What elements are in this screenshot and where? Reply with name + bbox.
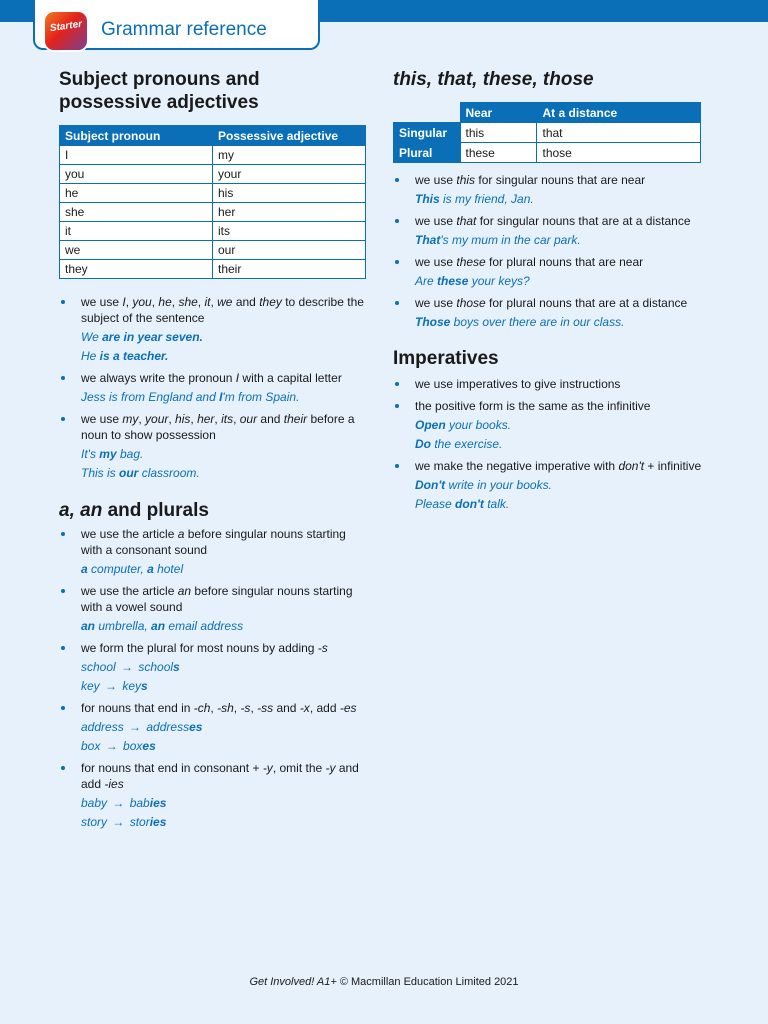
grammar-term: -s — [317, 641, 328, 655]
subject-pronoun-cell: he — [60, 184, 213, 203]
table-row — [60, 203, 366, 222]
rule-text: we use this for singular nouns that are near — [415, 173, 646, 187]
rule-text: the positive form is the same as the infinitive — [415, 399, 651, 413]
distance-cell: those — [537, 143, 701, 163]
example-keyword: a — [81, 562, 88, 576]
grammar-term: -sh — [217, 701, 234, 715]
rule-item — [59, 370, 369, 405]
plural-example: story → stories — [81, 815, 167, 829]
example-keyword: That — [415, 233, 441, 247]
grammar-term: those — [456, 296, 486, 310]
pronoun-table — [59, 125, 366, 279]
arrow-icon: → — [109, 796, 128, 810]
rule-item — [59, 640, 369, 694]
rule-text: we use these for plural nouns that are near — [415, 255, 644, 269]
grammar-term: -y — [262, 761, 273, 775]
arrow-icon: → — [109, 815, 128, 829]
subject-pronoun-cell: they — [60, 260, 213, 279]
rule-item — [393, 398, 713, 452]
table-header-row — [394, 103, 701, 123]
possessive-adjective-cell: their — [213, 260, 366, 279]
rule-text: we use the article a before singular nouns starting with a consonant sound — [81, 527, 346, 557]
arrow-icon: → — [102, 739, 122, 753]
rule-item — [59, 411, 369, 481]
plural-ending: es — [142, 739, 156, 753]
rule-text: we use my, your, his, her, its, our and their before a noun to show possession — [81, 412, 355, 442]
grammar-term: their — [283, 412, 308, 426]
table-row — [60, 184, 366, 203]
row-header: Plural — [394, 143, 461, 163]
rule-item — [59, 294, 369, 364]
grammar-term: a — [177, 527, 185, 541]
table-row — [60, 241, 366, 260]
grammar-term: -s — [240, 701, 251, 715]
articles-heading — [59, 499, 209, 522]
grammar-term: it — [204, 295, 211, 309]
article-rules — [59, 526, 369, 836]
plural-ending: es — [189, 720, 203, 734]
example-keyword: an — [151, 619, 166, 633]
demonstratives-table — [393, 102, 701, 163]
subject-pronoun-cell: it — [60, 222, 213, 241]
footer — [0, 976, 768, 988]
page-title: Grammar reference — [101, 19, 267, 40]
pronouns-heading: Subject pronouns and possessive adjectives — [59, 69, 260, 113]
grammar-term: its — [221, 412, 234, 426]
arrow-icon: → — [101, 679, 121, 693]
plural-example: address → addresses — [81, 720, 203, 734]
table-row — [60, 146, 366, 165]
possessive-adjective-cell: my — [213, 146, 366, 165]
example-sentence: an umbrella, an email address — [81, 619, 244, 633]
example-keyword: my — [99, 447, 117, 461]
grammar-term: that — [456, 214, 477, 228]
rule-text: for nouns that end in consonant + -y, omit the -y and add -ies — [81, 761, 359, 791]
rule-item — [59, 583, 369, 634]
grammar-term: I — [235, 371, 240, 385]
imperatives-heading: Imperatives — [393, 348, 499, 369]
grammar-term: you — [132, 295, 152, 309]
rule-text: we use imperatives to give instructions — [415, 377, 621, 391]
distance-cell: that — [537, 123, 701, 143]
grammar-term: -ch — [193, 701, 211, 715]
plural-example: key → keys — [81, 679, 148, 693]
row-header: Singular — [394, 123, 461, 143]
example-keyword: Those — [415, 315, 451, 329]
column-header: At a distance — [537, 103, 701, 123]
grammar-term: an — [177, 584, 192, 598]
rule-text: we use those for plural nouns that are at a distance — [415, 296, 688, 310]
plural-example: school → schools — [81, 660, 180, 674]
plural-ending: s — [173, 660, 180, 674]
grammar-term: our — [239, 412, 258, 426]
grammar-term: I — [122, 295, 126, 309]
example-keyword: This — [415, 192, 440, 206]
example-keyword: our — [119, 466, 139, 480]
grammar-term: -y — [325, 761, 336, 775]
demonstratives-rules — [393, 172, 723, 336]
example-sentence: Jess is from England and I'm from Spain. — [81, 390, 300, 404]
grammar-term: her — [197, 412, 215, 426]
possessive-adjective-cell: his — [213, 184, 366, 203]
rule-item — [393, 458, 713, 512]
example-keyword: Do — [415, 437, 431, 451]
example-sentence: Don't write in your books. — [415, 478, 552, 492]
plural-example: box → boxes — [81, 739, 156, 753]
rule-text: we always write the pronoun I with a capital letter — [81, 371, 342, 385]
rule-item — [393, 295, 723, 330]
subject-pronoun-cell: I — [60, 146, 213, 165]
grammar-term: don't — [618, 459, 645, 473]
plural-ending: ies — [149, 796, 167, 810]
example-keyword: don't — [455, 497, 484, 511]
rule-item — [393, 254, 723, 289]
subject-pronoun-cell: she — [60, 203, 213, 222]
plural-example: baby → babies — [81, 796, 167, 810]
arrow-icon: → — [117, 660, 137, 674]
example-sentence: This is our classroom. — [81, 466, 200, 480]
table-row — [394, 143, 701, 163]
table-row — [394, 123, 701, 143]
grammar-term: -es — [339, 701, 357, 715]
possessive-adjective-cell: your — [213, 165, 366, 184]
grammar-term: they — [259, 295, 282, 309]
subject-pronoun-cell: we — [60, 241, 213, 260]
subject-pronoun-cell: you — [60, 165, 213, 184]
example-keyword: Open — [415, 418, 446, 432]
rule-item — [59, 526, 369, 577]
footer-copyright: © Macmillan Education Limited 2021 — [336, 976, 519, 988]
rule-item — [59, 700, 369, 754]
rule-item — [393, 213, 723, 248]
possessive-adjective-cell: its — [213, 222, 366, 241]
table-row — [60, 222, 366, 241]
example-keyword: is a teacher. — [96, 349, 169, 363]
example-sentence: We are in year seven. — [81, 330, 203, 344]
logo-text: Starter — [49, 18, 83, 35]
imperatives-rules — [393, 376, 713, 518]
grammar-term: -ies — [104, 777, 124, 791]
column-header: Subject pronoun — [60, 126, 213, 146]
grammar-term: these — [456, 255, 486, 269]
rule-text: we use that for singular nouns that are at a distance — [415, 214, 691, 228]
rule-text: we make the negative imperative with don't + infinitive — [415, 459, 702, 473]
grammar-term: he — [158, 295, 172, 309]
example-keyword: an — [81, 619, 96, 633]
example-sentence: Open your books. — [415, 418, 512, 432]
example-keyword: I — [219, 390, 223, 404]
grammar-term: -ss — [257, 701, 274, 715]
near-cell: these — [460, 143, 537, 163]
grammar-term: she — [178, 295, 198, 309]
example-sentence: Please don't talk. — [415, 497, 510, 511]
starter-logo — [45, 12, 87, 50]
column-header: Possessive adjective — [213, 126, 366, 146]
articles-heading-rest: and plurals — [102, 500, 209, 521]
rule-item — [393, 172, 723, 207]
rule-text: we use I, you, he, she, it, we and they to describe the subject of the sentence — [81, 295, 364, 325]
grammar-term: my — [122, 412, 139, 426]
articles-heading-italic: a, an — [59, 500, 103, 521]
rule-item — [59, 760, 369, 830]
possessive-adjective-cell: our — [213, 241, 366, 260]
grammar-term: this — [456, 173, 476, 187]
example-keyword: a — [147, 562, 154, 576]
corner-cell — [394, 103, 461, 123]
rule-text: we form the plural for most nouns by adding -s — [81, 641, 328, 655]
example-sentence: a computer, a hotel — [81, 562, 184, 576]
example-keyword: Don't — [415, 478, 446, 492]
plural-ending: ies — [149, 815, 167, 829]
table-header-row — [60, 126, 366, 146]
example-sentence: Do the exercise. — [415, 437, 503, 451]
grammar-term: -x — [299, 701, 310, 715]
rule-item — [393, 376, 713, 392]
grammar-term: his — [175, 412, 191, 426]
example-sentence: It's my bag. — [81, 447, 144, 461]
rule-text: we use the article an before singular nouns starting with a vowel sound — [81, 584, 353, 614]
footer-book-title: Get Involved! A1+ — [249, 976, 337, 988]
near-cell: this — [460, 123, 537, 143]
plural-ending: s — [141, 679, 148, 693]
table-row — [60, 165, 366, 184]
grammar-term: we — [217, 295, 233, 309]
table-row — [60, 260, 366, 279]
rule-text: for nouns that end in -ch, -sh, -s, -ss and -x, add -es — [81, 701, 357, 715]
column-header: Near — [460, 103, 537, 123]
example-sentence: Those boys over there are in our class. — [415, 315, 625, 329]
possessive-adjective-cell: her — [213, 203, 366, 222]
demonstratives-heading: this, that, these, those — [393, 69, 594, 90]
example-sentence: Are these your keys? — [415, 274, 530, 288]
arrow-icon: → — [125, 720, 145, 734]
example-keyword: these — [437, 274, 469, 288]
example-sentence: This is my friend, Jan. — [415, 192, 534, 206]
pronoun-rules — [59, 294, 369, 487]
example-keyword: are in year seven. — [98, 330, 203, 344]
example-sentence: That's my mum in the car park. — [415, 233, 581, 247]
example-sentence: He is a teacher. — [81, 349, 169, 363]
grammar-term: your — [145, 412, 169, 426]
